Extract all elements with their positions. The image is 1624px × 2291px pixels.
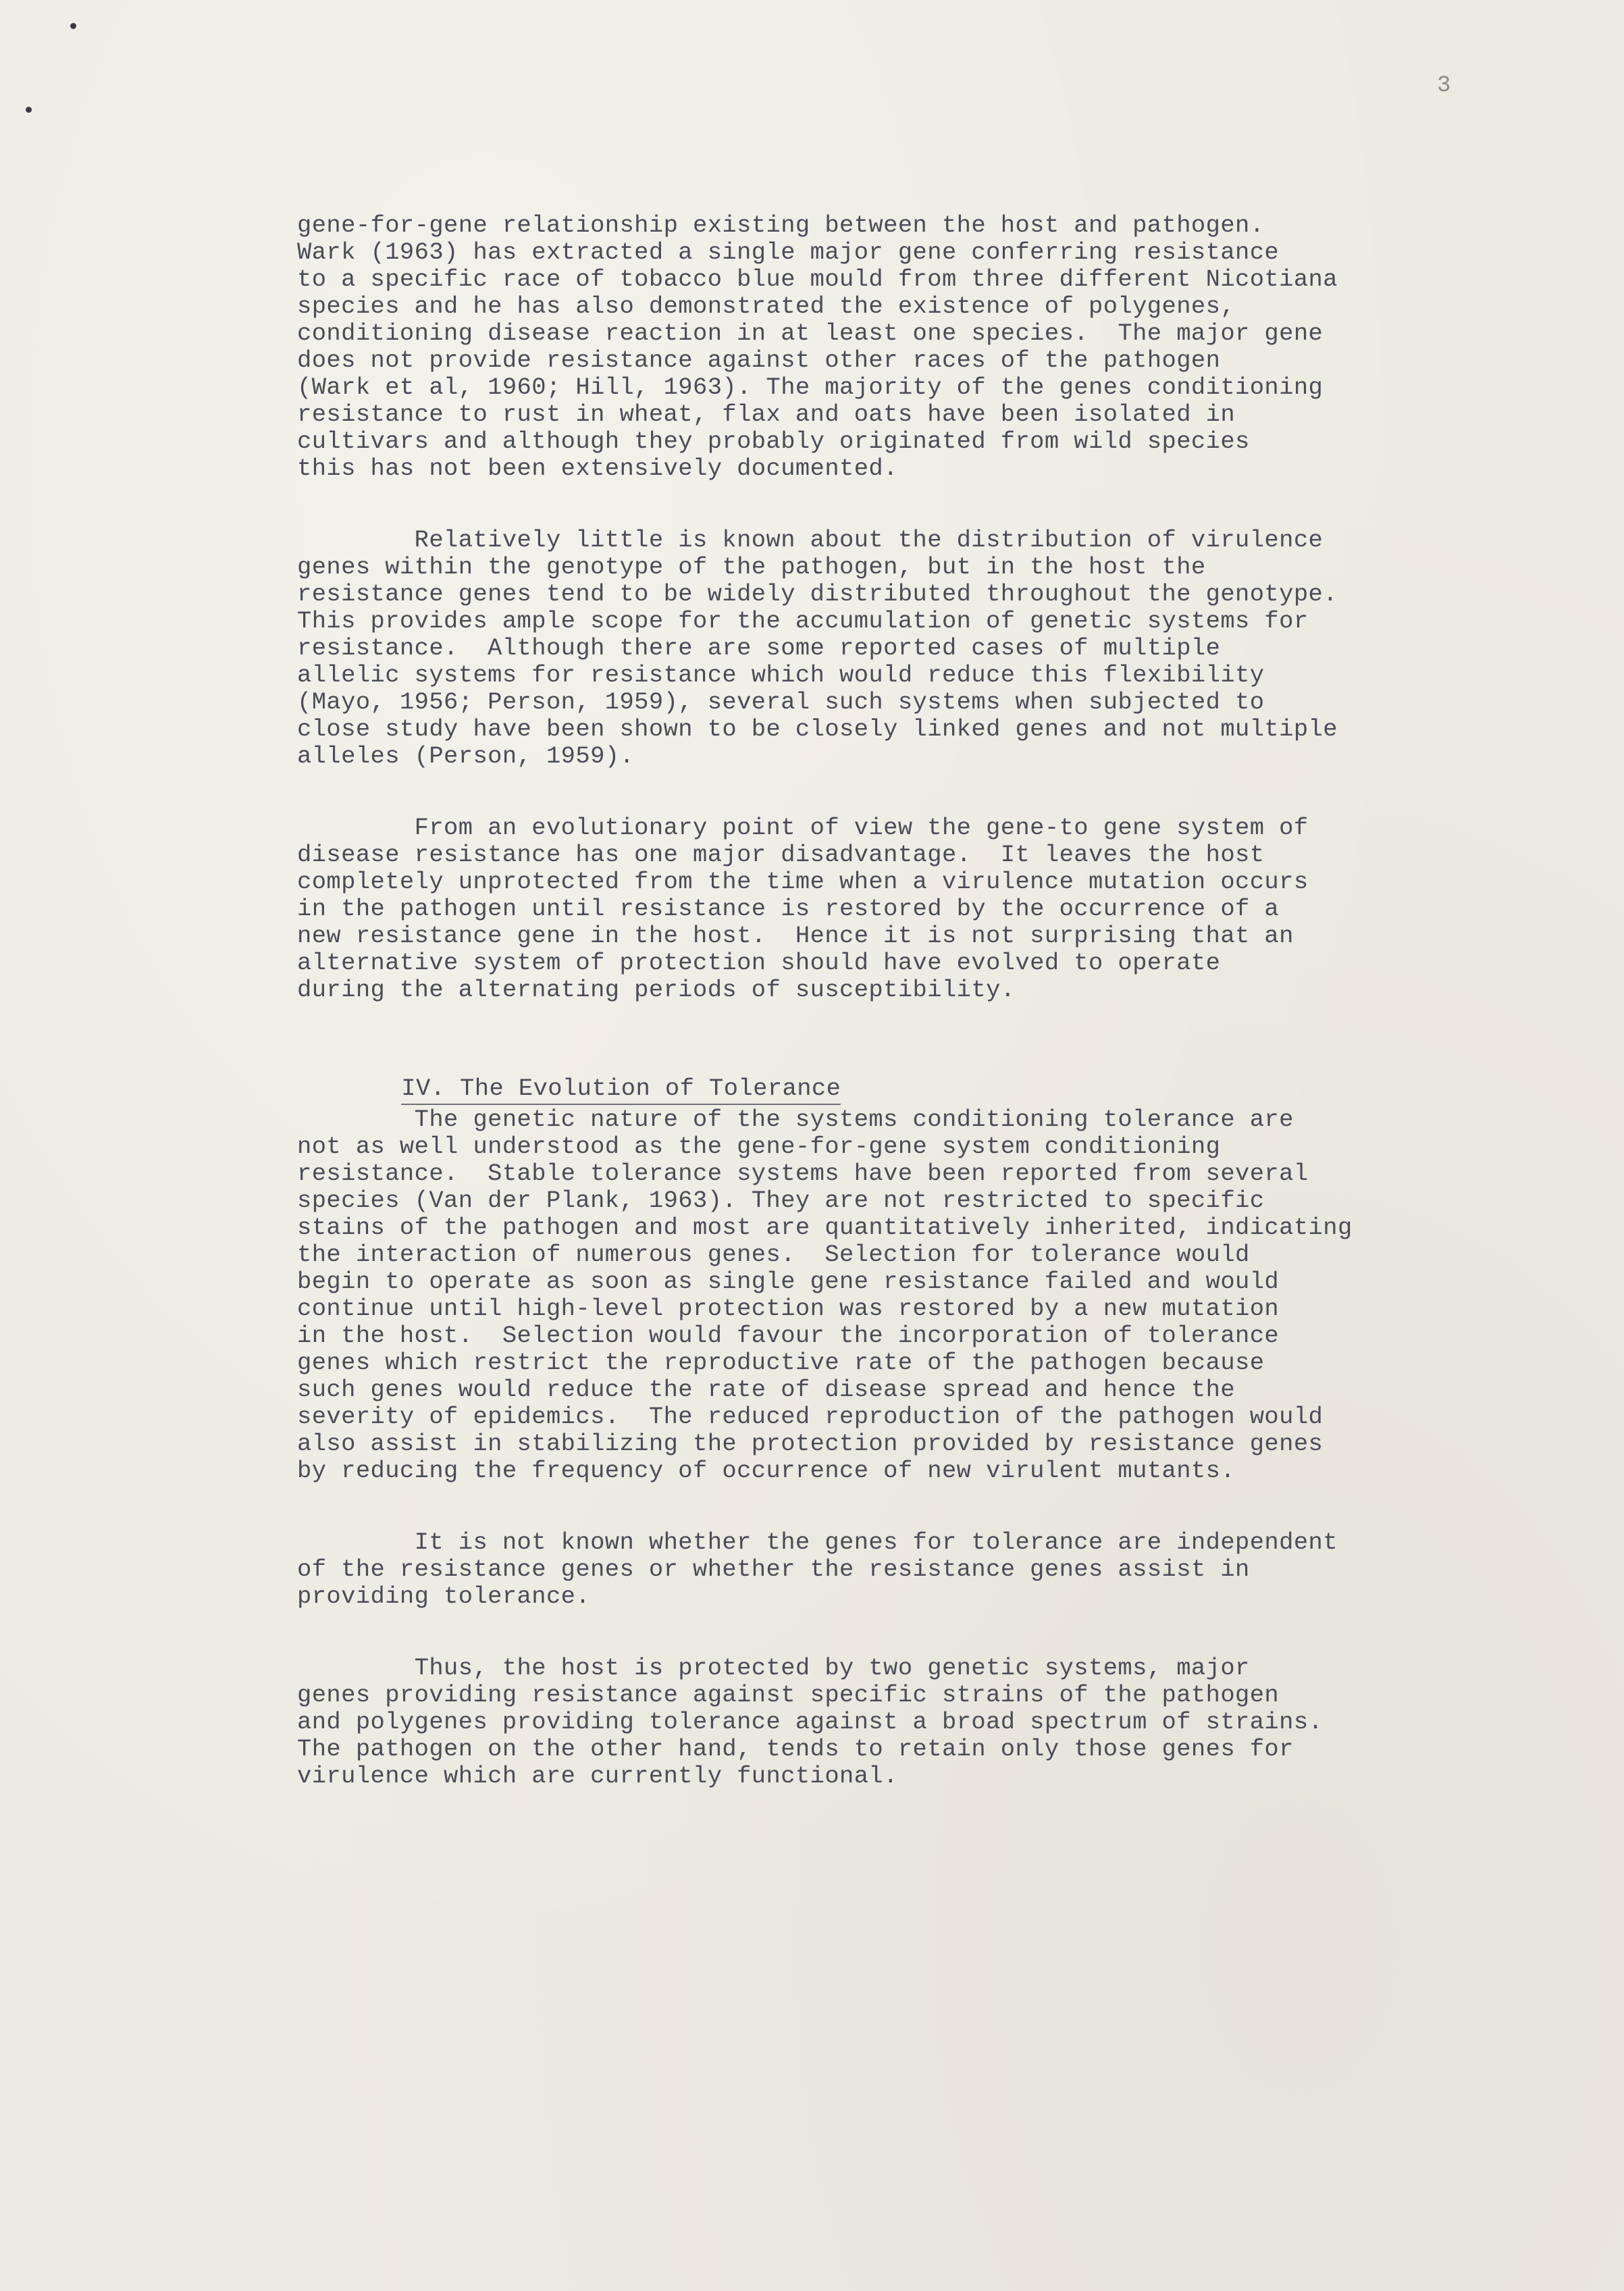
text-line: the interaction of numerous genes. Selection for tolerance would <box>297 1241 1250 1268</box>
binding-hole-mark <box>70 23 76 29</box>
text-line: conditioning disease reaction in at least one species. The major gene <box>297 319 1324 347</box>
paragraph <box>297 1655 1567 1790</box>
text-line: to a specific race of tobacco blue mould from three different Nicotiana <box>297 265 1338 293</box>
text-line: also assist in stabilizing the protection provided by resistance genes <box>297 1430 1324 1458</box>
text-line: stains of the pathogen and most are quantitatively inherited, indicating <box>297 1214 1353 1241</box>
paragraph <box>297 1106 1567 1485</box>
text-line: The genetic nature of the systems conditioning tolerance are <box>297 1106 1294 1133</box>
text-line: Relatively little is known about the distribution of virulence <box>297 526 1324 554</box>
section-heading-text: IV. The Evolution of Tolerance <box>401 1075 841 1105</box>
paragraph <box>297 212 1567 482</box>
text-line: during the alternating periods of susceptibility. <box>297 976 1016 1004</box>
text-line: providing tolerance. <box>297 1582 591 1610</box>
text-line: genes which restrict the reproductive rate of the pathogen because <box>297 1349 1265 1376</box>
text-line: This provides ample scope for the accumulation of genetic systems for <box>297 607 1309 635</box>
text-line: Thus, the host is protected by two genetic systems, major <box>297 1654 1250 1682</box>
text-line: virulence which are currently functional. <box>297 1762 898 1790</box>
text-line: continue until high-level protection was restored by a new mutation <box>297 1295 1280 1322</box>
text-line: cultivars and although they probably originated from wild species <box>297 428 1250 455</box>
text-line: genes within the genotype of the pathogen, but in the host the <box>297 553 1206 581</box>
text-line: resistance. Stable tolerance systems have been reported from several <box>297 1160 1309 1187</box>
text-line: (Mayo, 1956; Person, 1959), several such systems when subjected to <box>297 688 1265 716</box>
text-line: disease resistance has one major disadvantage. It leaves the host <box>297 841 1265 869</box>
text-line: resistance genes tend to be widely distributed throughout the genotype. <box>297 580 1338 608</box>
text-line: From an evolutionary point of view the gene-to gene system of <box>297 814 1309 842</box>
text-line: close study have been shown to be closely linked genes and not multiple <box>297 715 1338 743</box>
text-line: and polygenes providing tolerance against a broad spectrum of strains. <box>297 1708 1324 1736</box>
text-line: in the pathogen until resistance is restored by the occurrence of a <box>297 895 1280 923</box>
binding-hole-mark <box>26 107 32 113</box>
text-line: alternative system of protection should have evolved to operate <box>297 949 1221 977</box>
paragraph <box>297 815 1567 1004</box>
text-line: in the host. Selection would favour the incorporation of tolerance <box>297 1322 1280 1349</box>
text-line: does not provide resistance against other races of the pathogen <box>297 346 1221 374</box>
paragraph <box>297 527 1567 770</box>
text-line: not as well understood as the gene-for-gene system conditioning <box>297 1133 1221 1160</box>
text-line: Wark (1963) has extracted a single major gene conferring resistance <box>297 238 1280 266</box>
text-line: species and he has also demonstrated the existence of polygenes, <box>297 292 1236 320</box>
text-line: genes providing resistance against specific strains of the pathogen <box>297 1681 1280 1709</box>
paragraph <box>297 1529 1567 1610</box>
text-line: of the resistance genes or whether the resistance genes assist in <box>297 1555 1250 1583</box>
text-line: severity of epidemics. The reduced reproduction of the pathogen would <box>297 1403 1324 1431</box>
text-line: allelic systems for resistance which would reduce this flexibility <box>297 661 1265 689</box>
text-line: by reducing the frequency of occurrence of new virulent mutants. <box>297 1457 1236 1485</box>
text-line: resistance to rust in wheat, flax and oats have been isolated in <box>297 401 1236 428</box>
section-heading <box>313 1048 1567 1102</box>
text-line: begin to operate as soon as single gene resistance failed and would <box>297 1268 1280 1295</box>
text-line: completely unprotected from the time when a virulence mutation occurs <box>297 868 1309 896</box>
text-line: resistance. Although there are some reported cases of multiple <box>297 634 1221 662</box>
body-text <box>297 212 1567 1790</box>
text-line: (Wark et al, 1960; Hill, 1963). The majority of the genes conditioning <box>297 374 1324 401</box>
text-line: such genes would reduce the rate of disease spread and hence the <box>297 1376 1236 1404</box>
text-line: new resistance gene in the host. Hence it is not surprising that an <box>297 922 1294 950</box>
text-line: this has not been extensively documented. <box>297 455 898 482</box>
page-number: 3 <box>1437 73 1451 99</box>
text-line: gene-for-gene relationship existing between the host and pathogen. <box>297 211 1265 239</box>
text-line: The pathogen on the other hand, tends to retain only those genes for <box>297 1735 1294 1763</box>
text-line: alleles (Person, 1959). <box>297 742 635 770</box>
text-line: species (Van der Plank, 1963). They are not restricted to specific <box>297 1187 1265 1214</box>
text-line: It is not known whether the genes for tolerance are independent <box>297 1528 1338 1556</box>
